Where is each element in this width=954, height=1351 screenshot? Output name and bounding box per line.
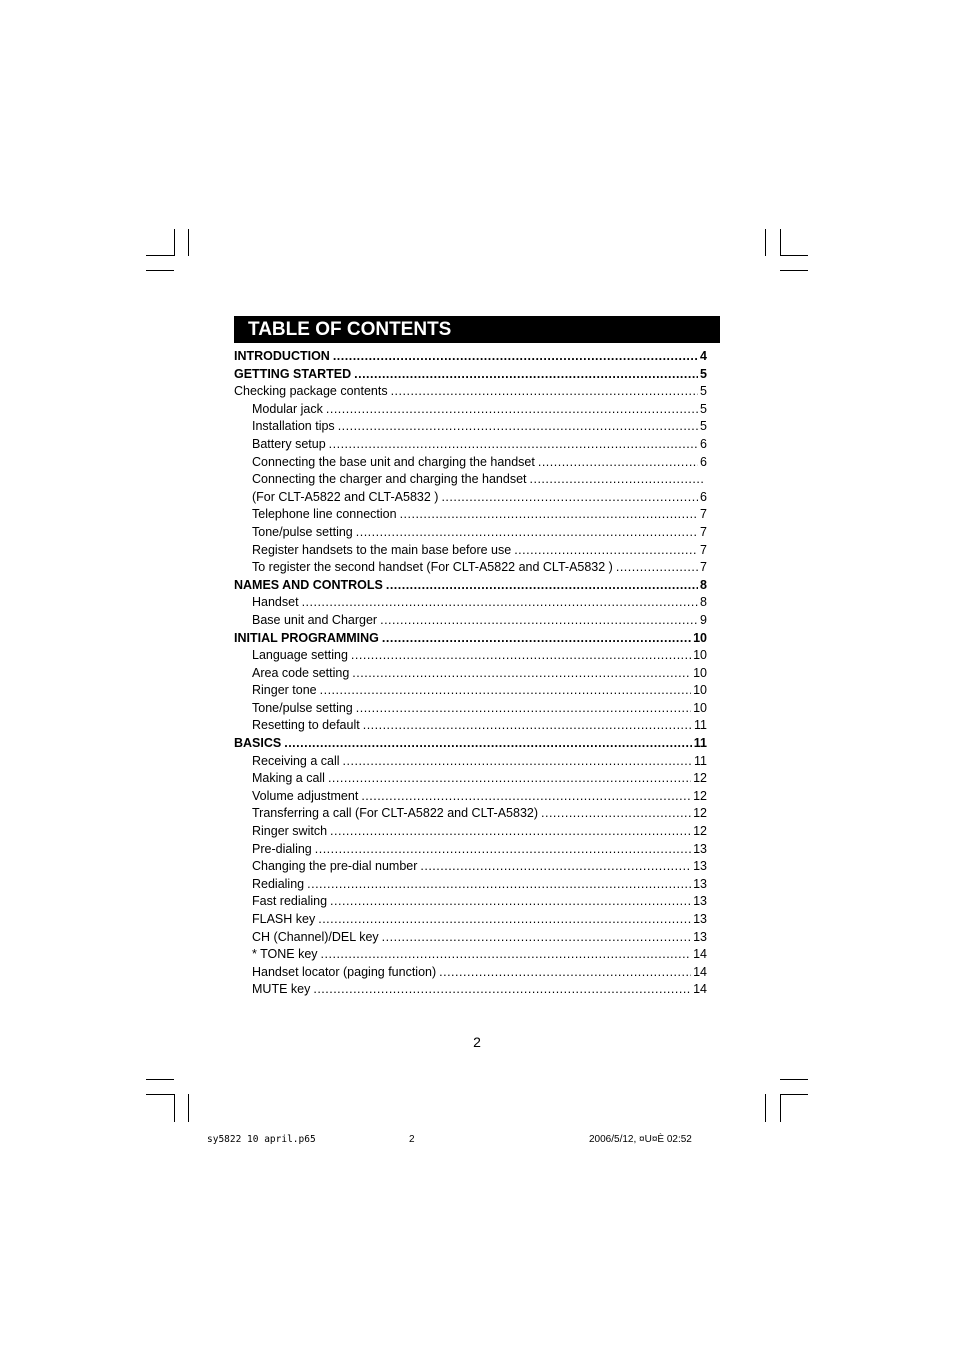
toc-entry-label: * TONE key [252, 947, 318, 962]
toc-entry-label: Checking package contents [234, 384, 388, 399]
crop-mark [146, 1094, 174, 1095]
crop-mark [188, 1094, 189, 1122]
toc-leader-dots [514, 542, 698, 560]
toc-entry-page: 14 [693, 964, 707, 979]
toc-entry-label: Language setting [252, 648, 348, 663]
toc-leader-dots [386, 577, 698, 595]
toc-entry-page: 11 [694, 753, 707, 768]
toc-entry-label: Resetting to default [252, 718, 360, 733]
toc-leader-dots [400, 506, 698, 524]
toc-entry-page: 10 [693, 700, 707, 715]
toc-entry-label: Telephone line connection [252, 507, 397, 522]
toc-entry-label: Register handsets to the main base before use [252, 542, 512, 557]
toc-entry-label: Transferring a call (For CLT-A5822 and CLT-A5832) [252, 806, 539, 821]
toc-entry-label: Battery setup [252, 436, 326, 451]
toc-entry-label: INTRODUCTION [234, 349, 330, 363]
toc-leader-dots [541, 805, 691, 823]
toc-entry-label: GETTING STARTED [234, 366, 352, 381]
toc-leader-dots [343, 753, 692, 771]
toc-entry-page: 13 [693, 876, 707, 891]
toc-entry-page: 9 [700, 612, 707, 627]
toc-entry [234, 788, 707, 806]
page-title: TABLE OF CONTENTS [248, 319, 452, 340]
toc-leader-dots [329, 436, 698, 454]
toc-leader-dots [320, 682, 691, 700]
toc-entry [234, 577, 707, 595]
toc-entry [234, 876, 707, 894]
toc-leader-dots [382, 929, 691, 947]
toc-entry-page: 5 [700, 384, 707, 399]
toc-entry-label: Ringer tone [252, 683, 317, 698]
toc-entry-label: FLASH key [252, 912, 316, 926]
toc-leader-dots [333, 348, 698, 366]
toc-entry-label: NAMES AND CONTROLS [234, 577, 383, 592]
toc-leader-dots [420, 858, 691, 876]
toc-entry [234, 981, 707, 999]
toc-entry-label: Handset locator (paging function) [252, 964, 437, 979]
toc-entry [234, 665, 707, 683]
toc-leader-dots [315, 841, 691, 859]
toc-leader-dots [351, 647, 691, 665]
toc-leader-dots [356, 700, 691, 718]
toc-entry [234, 506, 707, 524]
toc-leader-dots [330, 893, 691, 911]
toc-entry-page: 13 [693, 929, 707, 944]
toc-entry-label: MUTE key [252, 982, 311, 997]
toc-entry [234, 612, 707, 630]
crop-mark [765, 229, 766, 256]
toc-entry-label: Making a call [252, 771, 325, 786]
toc-entry-page: 10 [693, 665, 707, 680]
footer-date: 2006/5/12, ¤U¤È 02:52 [589, 1134, 692, 1145]
toc-leader-dots [538, 454, 698, 472]
toc-entry-page: 10 [693, 683, 707, 698]
toc-entry-label: Handset [252, 595, 299, 610]
toc-leader-dots [330, 823, 691, 841]
toc-entry-label: Ringer switch [252, 824, 328, 839]
crop-mark [780, 1094, 808, 1095]
toc-entry-page: 12 [693, 824, 707, 839]
toc-entry-page: 14 [693, 982, 707, 997]
toc-leader-dots [284, 735, 692, 753]
toc-entry [234, 542, 707, 560]
toc-entry-page: 4 [700, 349, 707, 363]
footer-page: 2 [409, 1134, 415, 1145]
toc-entry-page: 11 [694, 718, 707, 733]
toc-entry-page: 6 [700, 436, 707, 451]
toc-entry-page: 10 [693, 630, 707, 645]
toc-entry [234, 823, 707, 841]
toc-leader-dots [361, 788, 691, 806]
toc-leader-dots [313, 981, 691, 999]
crop-mark [780, 1079, 808, 1080]
toc-leader-dots [328, 770, 691, 788]
toc-leader-dots [326, 401, 698, 419]
toc-leader-dots [318, 911, 691, 929]
toc-entry [234, 348, 707, 366]
toc-leader-dots [439, 964, 691, 982]
toc-leader-dots [530, 471, 706, 489]
toc-entry [234, 471, 707, 489]
title-bar [234, 316, 720, 343]
toc-entry-label: CH (Channel)/DEL key [252, 929, 379, 944]
toc-entry [234, 594, 707, 612]
toc-leader-dots [352, 665, 691, 683]
toc-leader-dots [391, 383, 698, 401]
crop-mark [780, 229, 781, 256]
crop-mark [146, 1079, 174, 1080]
crop-mark [174, 229, 175, 256]
toc-entry-page: 8 [700, 595, 707, 610]
crop-mark [146, 270, 174, 271]
toc-entry [234, 911, 707, 929]
toc-entry-page: 12 [693, 806, 707, 821]
crop-mark [174, 1094, 175, 1122]
toc-entry-label: Pre-dialing [252, 841, 312, 856]
toc-entry [234, 717, 707, 735]
page-number: 2 [473, 1034, 481, 1050]
toc-entry [234, 753, 707, 771]
toc-entry-page: 7 [700, 542, 707, 557]
toc-leader-dots [441, 489, 698, 507]
toc-entry-page: 11 [693, 736, 707, 751]
toc-entry-label: BASICS [234, 736, 282, 751]
toc-entry [234, 964, 707, 982]
toc-entry [234, 770, 707, 788]
toc-entry-label: Modular jack [252, 401, 323, 416]
toc-entry-page: 6 [700, 489, 707, 504]
toc-entry-page: 14 [693, 947, 707, 962]
toc-entry [234, 559, 707, 577]
toc-entry-label: INITIAL PROGRAMMING [234, 630, 379, 645]
crop-mark [188, 229, 189, 256]
crop-mark [780, 255, 808, 256]
toc-entry-label: Changing the pre-dial number [252, 859, 418, 874]
toc-entry-page: 7 [700, 507, 707, 522]
toc-entry [234, 436, 707, 454]
toc-entry [234, 893, 707, 911]
toc-entry-label: Tone/pulse setting [252, 524, 353, 539]
toc-entry [234, 524, 707, 542]
toc-entry-page: 5 [700, 401, 707, 416]
toc-entry [234, 383, 707, 401]
toc-entry-page: 12 [693, 771, 707, 786]
toc-entry [234, 946, 707, 964]
toc-entry-label: Volume adjustment [252, 788, 359, 803]
toc-entry-label: Base unit and Charger [252, 612, 378, 627]
toc-entry-label: Redialing [252, 876, 305, 891]
toc-entry-label: Fast redialing [252, 894, 328, 909]
toc-entry-label: Installation tips [252, 419, 335, 434]
toc-entry-page: 13 [693, 894, 707, 909]
toc-entry [234, 858, 707, 876]
toc-leader-dots [338, 418, 698, 436]
toc-entry-page: 13 [693, 841, 707, 856]
crop-mark [780, 1094, 781, 1122]
toc-entry-label: Connecting the base unit and charging the handset [252, 454, 535, 469]
toc-leader-dots [321, 946, 692, 964]
toc-entry-page: 7 [700, 524, 707, 539]
toc-leader-dots [616, 559, 698, 577]
toc-entry [234, 366, 707, 384]
toc-entry [234, 841, 707, 859]
toc-entry-page: 13 [693, 912, 707, 926]
toc-leader-dots [380, 612, 698, 630]
crop-mark [765, 1094, 766, 1122]
crop-mark [146, 255, 174, 256]
toc-entry-label: (For CLT-A5822 and CLT-A5832 ) [252, 489, 439, 504]
toc-entry [234, 682, 707, 700]
toc-entry-label: Connecting the charger and charging the handset [252, 472, 527, 487]
toc-entry-page: 10 [693, 648, 707, 663]
toc-entry [234, 401, 707, 419]
toc-entry [234, 700, 707, 718]
toc-leader-dots [363, 717, 692, 735]
toc-leader-dots [307, 876, 691, 894]
toc-entry-page: 7 [700, 560, 707, 575]
toc-entry [234, 805, 707, 823]
toc-entry-label: Receiving a call [252, 753, 340, 768]
toc-leader-dots [302, 594, 698, 612]
toc-entry-page: 5 [700, 419, 707, 434]
toc-entry [234, 418, 707, 436]
toc-entry [234, 735, 707, 753]
toc-entry [234, 647, 707, 665]
toc-entry [234, 630, 707, 648]
toc-leader-dots [354, 366, 698, 384]
toc-entry-page: 13 [693, 859, 707, 874]
toc-entry [234, 929, 707, 947]
toc-leader-dots [382, 630, 691, 648]
table-of-contents [234, 348, 707, 999]
footer-filename: sy5822 10 april.p65 [207, 1134, 316, 1145]
toc-entry-page: 8 [700, 577, 707, 592]
toc-entry [234, 489, 707, 507]
toc-entry-page: 6 [700, 454, 707, 469]
toc-entry-page: 12 [693, 788, 707, 803]
toc-leader-dots [356, 524, 698, 542]
crop-mark [780, 270, 808, 271]
toc-entry-page: 5 [700, 366, 707, 381]
toc-entry [234, 454, 707, 472]
toc-entry-label: Tone/pulse setting [252, 700, 353, 715]
toc-entry-label: Area code setting [252, 665, 350, 680]
toc-entry-label: To register the second handset (For CLT-A5822 and CLT-A5832 ) [252, 560, 613, 575]
